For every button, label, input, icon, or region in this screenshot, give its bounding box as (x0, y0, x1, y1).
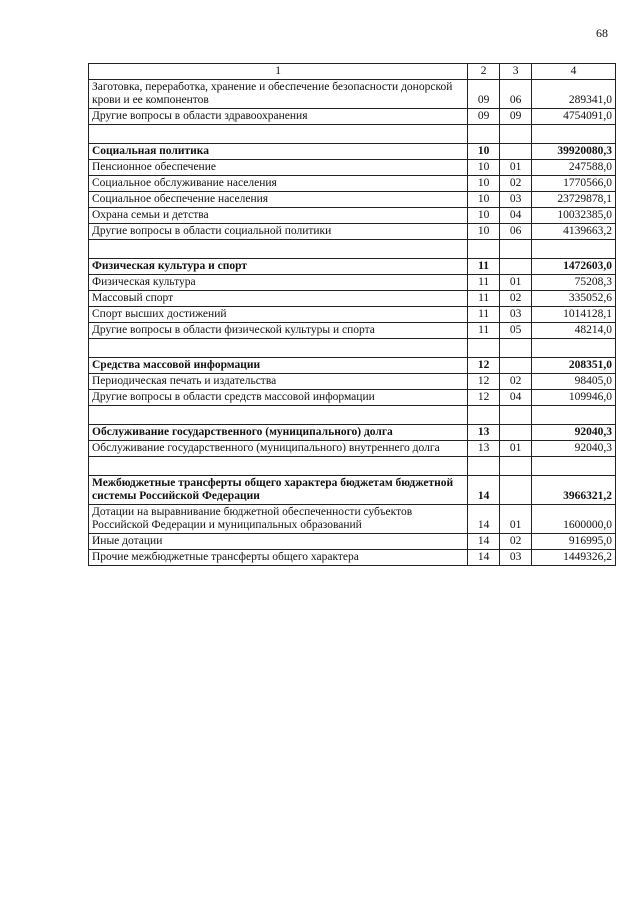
budget-table (88, 63, 616, 566)
section-row (89, 425, 616, 441)
section-row (89, 144, 616, 160)
subsection-code-cell: 03 (500, 307, 532, 323)
amount-cell: 4754091,0 (532, 109, 616, 125)
table-row (89, 109, 616, 125)
subsection-code-cell (500, 425, 532, 441)
name-cell: Иные дотации (89, 534, 468, 550)
header-col-4: 4 (532, 64, 616, 80)
section-code-cell: 10 (468, 192, 500, 208)
subsection-code-cell: 03 (500, 550, 532, 566)
section-code-cell: 13 (468, 425, 500, 441)
empty-cell (468, 406, 500, 425)
amount-cell: 3966321,2 (532, 476, 616, 505)
empty-cell (500, 406, 532, 425)
subsection-code-cell (500, 144, 532, 160)
empty-cell (89, 457, 468, 476)
name-cell: Социальная политика (89, 144, 468, 160)
subsection-code-cell: 04 (500, 390, 532, 406)
empty-cell (500, 339, 532, 358)
amount-cell: 48214,0 (532, 323, 616, 339)
section-code-cell: 13 (468, 441, 500, 457)
subsection-code-cell: 02 (500, 534, 532, 550)
table-row (89, 291, 616, 307)
name-cell: Физическая культура и спорт (89, 259, 468, 275)
amount-cell: 1449326,2 (532, 550, 616, 566)
table-row (89, 307, 616, 323)
name-cell: Охрана семьи и детства (89, 208, 468, 224)
section-code-cell: 11 (468, 307, 500, 323)
table-row (89, 192, 616, 208)
table-row (89, 160, 616, 176)
section-code-cell: 14 (468, 505, 500, 534)
subsection-code-cell: 06 (500, 80, 532, 109)
name-cell: Прочие межбюджетные трансферты общего характера (89, 550, 468, 566)
section-code-cell: 10 (468, 176, 500, 192)
subsection-code-cell: 01 (500, 275, 532, 291)
section-code-cell: 11 (468, 323, 500, 339)
empty-cell (468, 457, 500, 476)
subsection-code-cell: 02 (500, 176, 532, 192)
name-cell: Дотации на выравнивание бюджетной обеспеченности субъектов Российской Федерации и муниципальных образований (89, 505, 468, 534)
name-cell: Межбюджетные трансферты общего характера бюджетам бюджетной системы Российской Федерации (89, 476, 468, 505)
empty-cell (500, 457, 532, 476)
name-cell: Обслуживание государственного (муниципального) долга (89, 425, 468, 441)
amount-cell: 92040,3 (532, 441, 616, 457)
table-row (89, 80, 616, 109)
name-cell: Социальное обслуживание населения (89, 176, 468, 192)
section-code-cell: 14 (468, 550, 500, 566)
amount-cell: 247588,0 (532, 160, 616, 176)
table-row (89, 374, 616, 390)
spacer-row (89, 339, 616, 358)
name-cell: Другие вопросы в области здравоохранения (89, 109, 468, 125)
name-cell: Другие вопросы в области средств массовой информации (89, 390, 468, 406)
section-code-cell: 12 (468, 358, 500, 374)
table-row (89, 176, 616, 192)
subsection-code-cell: 06 (500, 224, 532, 240)
amount-cell: 1014128,1 (532, 307, 616, 323)
spacer-row (89, 457, 616, 476)
section-code-cell: 14 (468, 476, 500, 505)
name-cell: Обслуживание государственного (муниципального) внутреннего долга (89, 441, 468, 457)
table-header-row (89, 64, 616, 80)
empty-cell (89, 240, 468, 259)
subsection-code-cell: 01 (500, 160, 532, 176)
empty-cell (468, 240, 500, 259)
empty-cell (89, 125, 468, 144)
name-cell: Другие вопросы в области социальной политики (89, 224, 468, 240)
empty-cell (500, 240, 532, 259)
table-row (89, 505, 616, 534)
section-code-cell: 12 (468, 390, 500, 406)
subsection-code-cell: 02 (500, 374, 532, 390)
subsection-code-cell (500, 259, 532, 275)
section-code-cell: 14 (468, 534, 500, 550)
amount-cell: 1770566,0 (532, 176, 616, 192)
empty-cell (89, 339, 468, 358)
section-row (89, 358, 616, 374)
amount-cell: 109946,0 (532, 390, 616, 406)
amount-cell: 39920080,3 (532, 144, 616, 160)
name-cell: Пенсионное обеспечение (89, 160, 468, 176)
amount-cell: 92040,3 (532, 425, 616, 441)
name-cell: Физическая культура (89, 275, 468, 291)
empty-cell (500, 125, 532, 144)
subsection-code-cell: 01 (500, 505, 532, 534)
empty-cell (468, 125, 500, 144)
empty-cell (532, 240, 616, 259)
section-code-cell: 09 (468, 109, 500, 125)
subsection-code-cell: 02 (500, 291, 532, 307)
header-col-3: 3 (500, 64, 532, 80)
table-row (89, 390, 616, 406)
section-code-cell: 10 (468, 224, 500, 240)
name-cell: Массовый спорт (89, 291, 468, 307)
spacer-row (89, 406, 616, 425)
section-code-cell: 10 (468, 208, 500, 224)
empty-cell (532, 125, 616, 144)
table-row (89, 441, 616, 457)
name-cell: Социальное обеспечение населения (89, 192, 468, 208)
table-row (89, 323, 616, 339)
section-code-cell: 09 (468, 80, 500, 109)
table-row (89, 208, 616, 224)
table-row (89, 224, 616, 240)
section-row (89, 476, 616, 505)
amount-cell: 98405,0 (532, 374, 616, 390)
amount-cell: 10032385,0 (532, 208, 616, 224)
empty-cell (532, 339, 616, 358)
amount-cell: 75208,3 (532, 275, 616, 291)
subsection-code-cell: 03 (500, 192, 532, 208)
amount-cell: 335052,6 (532, 291, 616, 307)
subsection-code-cell: 04 (500, 208, 532, 224)
table-row (89, 275, 616, 291)
subsection-code-cell (500, 358, 532, 374)
section-code-cell: 11 (468, 275, 500, 291)
table-row (89, 550, 616, 566)
spacer-row (89, 125, 616, 144)
amount-cell: 23729878,1 (532, 192, 616, 208)
spacer-row (89, 240, 616, 259)
name-cell: Периодическая печать и издательства (89, 374, 468, 390)
amount-cell: 916995,0 (532, 534, 616, 550)
empty-cell (89, 406, 468, 425)
empty-cell (532, 406, 616, 425)
table-row (89, 534, 616, 550)
amount-cell: 208351,0 (532, 358, 616, 374)
page-number: 68 (596, 26, 608, 40)
section-code-cell: 10 (468, 144, 500, 160)
name-cell: Заготовка, переработка, хранение и обеспечение безопасности донорской крови и ее компонентов (89, 80, 468, 109)
section-row (89, 259, 616, 275)
header-col-2: 2 (468, 64, 500, 80)
name-cell: Другие вопросы в области физической культуры и спорта (89, 323, 468, 339)
section-code-cell: 12 (468, 374, 500, 390)
amount-cell: 1600000,0 (532, 505, 616, 534)
section-code-cell: 11 (468, 259, 500, 275)
name-cell: Спорт высших достижений (89, 307, 468, 323)
section-code-cell: 10 (468, 160, 500, 176)
subsection-code-cell: 09 (500, 109, 532, 125)
section-code-cell: 11 (468, 291, 500, 307)
name-cell: Средства массовой информации (89, 358, 468, 374)
subsection-code-cell: 01 (500, 441, 532, 457)
empty-cell (468, 339, 500, 358)
header-col-1: 1 (89, 64, 468, 80)
amount-cell: 289341,0 (532, 80, 616, 109)
empty-cell (532, 457, 616, 476)
subsection-code-cell: 05 (500, 323, 532, 339)
amount-cell: 1472603,0 (532, 259, 616, 275)
subsection-code-cell (500, 476, 532, 505)
amount-cell: 4139663,2 (532, 224, 616, 240)
